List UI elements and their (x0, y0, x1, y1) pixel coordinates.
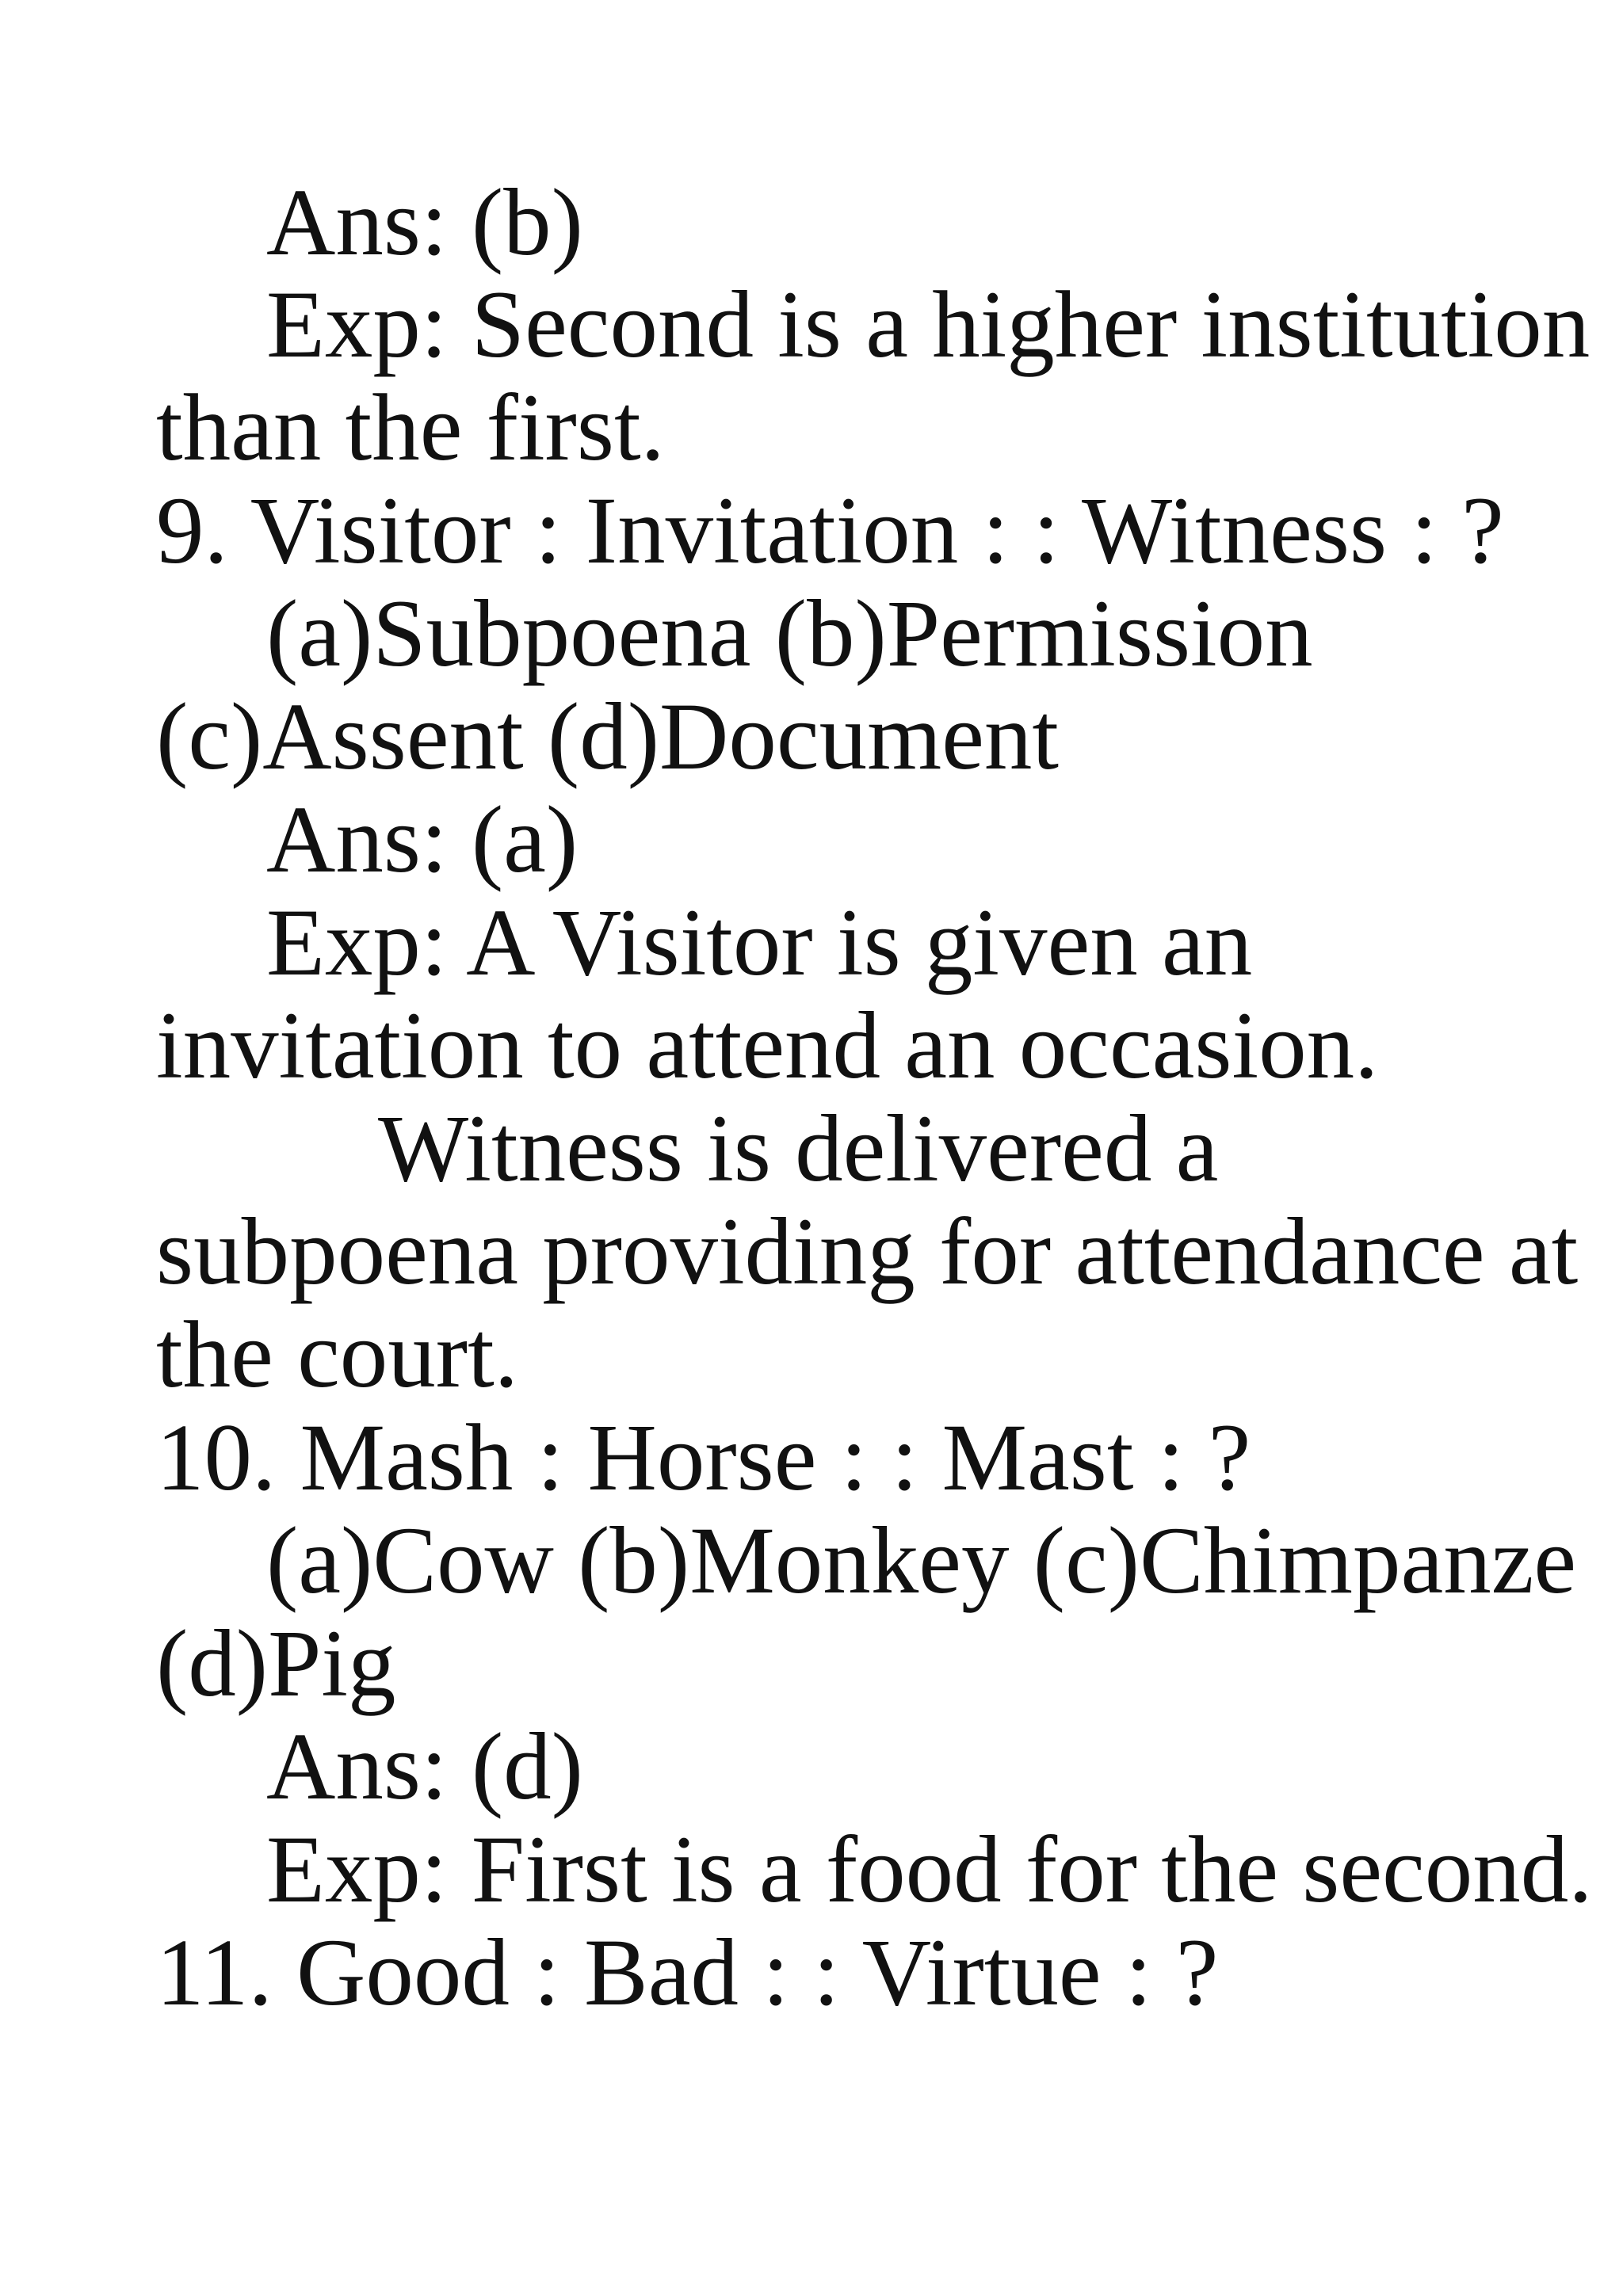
question-9: 9. Visitor : Invitation : : Witness : ? (156, 478, 1504, 584)
answer-q10: Ans: (d) (266, 1714, 583, 1820)
options-q9-line2: (c)Assent (d)Document (156, 684, 1060, 790)
explanation-q9-line5: the court. (156, 1302, 518, 1408)
explanation-q9-line1: Exp: A Visitor is given an (266, 890, 1253, 996)
answer-q9: Ans: (a) (266, 787, 579, 893)
explanation-q9-line4: subpoena providing for attendance at (156, 1199, 1579, 1305)
options-q9-line1: (a)Subpoena (b)Permission (266, 581, 1313, 687)
explanation-q8-line1: Exp: Second is a higher institution (266, 272, 1591, 378)
question-10: 10. Mash : Horse : : Mast : ? (156, 1405, 1251, 1511)
question-11: 11. Good : Bad : : Virtue : ? (156, 1920, 1219, 2026)
options-q10-line1: (a)Cow (b)Monkey (c)Chimpanze (266, 1508, 1577, 1614)
explanation-q9-line3: Witness is delivered a (378, 1096, 1219, 1202)
explanation-q10: Exp: First is a food for the second. (266, 1817, 1593, 1923)
explanation-q8-line2: than the first. (156, 375, 665, 481)
options-q10-line2: (d)Pig (156, 1611, 396, 1717)
answer-q8: Ans: (b) (266, 170, 583, 276)
explanation-q9-line2: invitation to attend an occasion. (156, 993, 1379, 1099)
